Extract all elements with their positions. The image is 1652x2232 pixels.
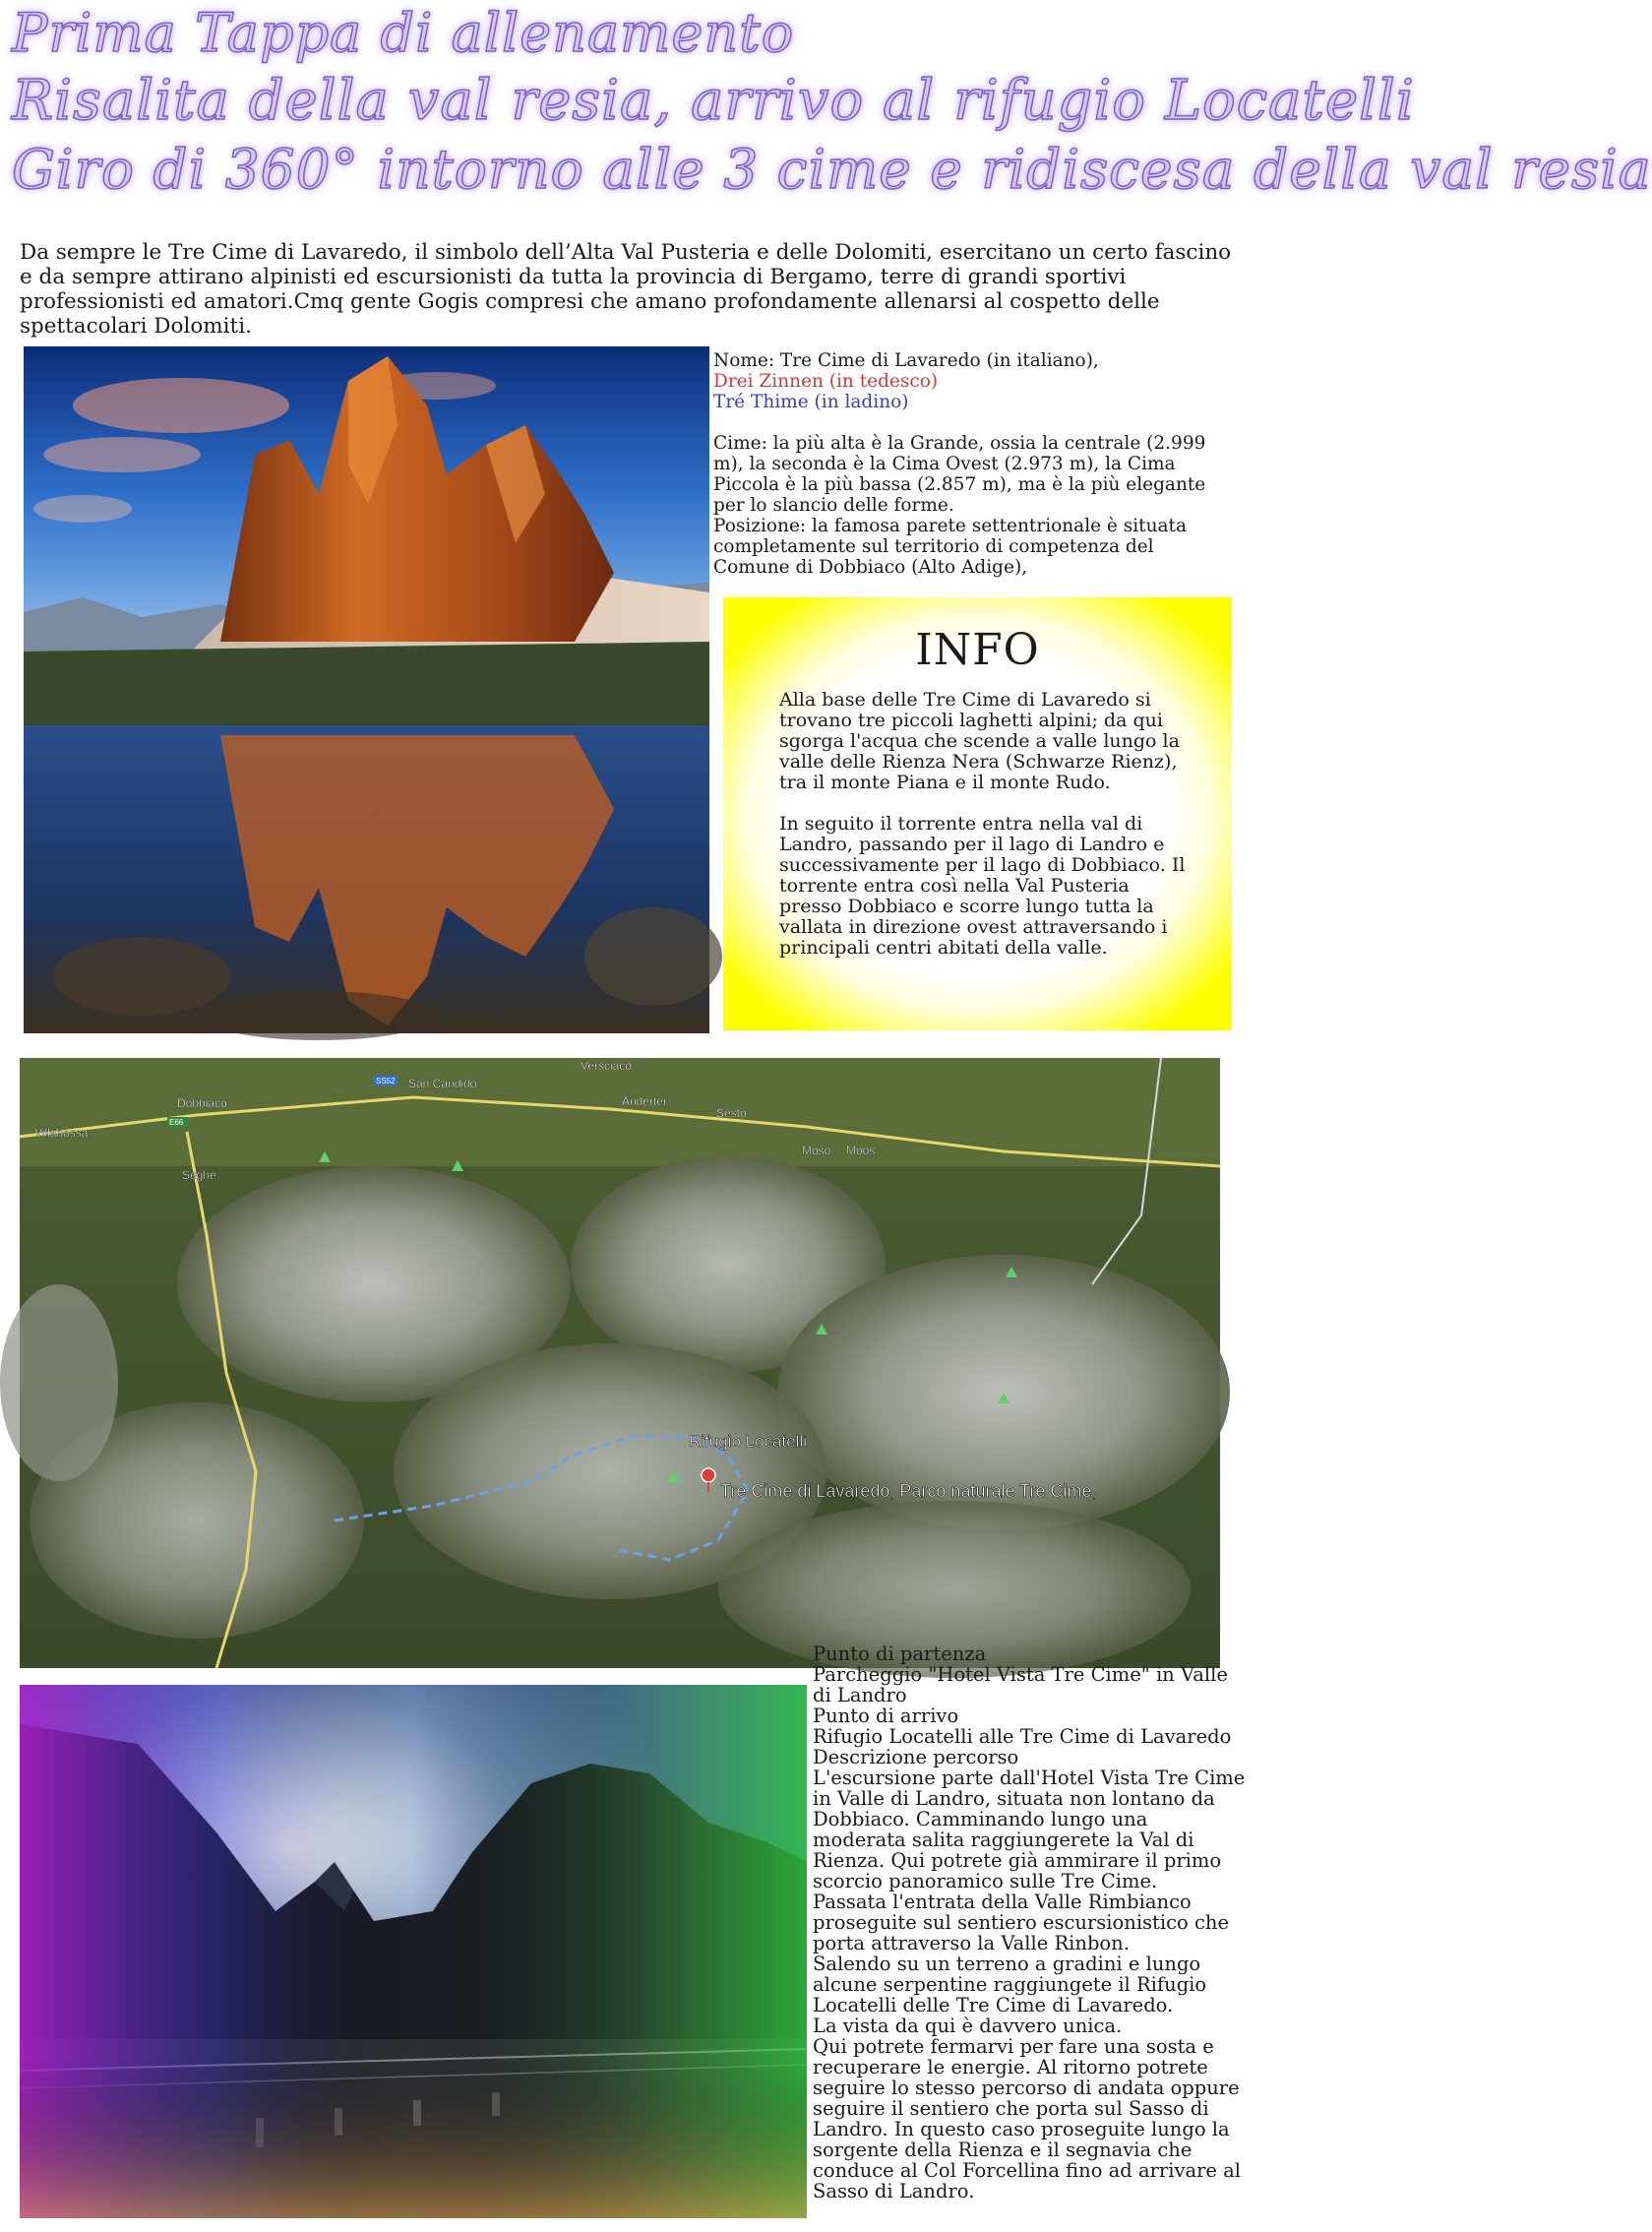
map-label-moso: Moso: [802, 1144, 831, 1157]
route-description: Punto di partenza Parcheggio "Hotel Vista Tre Cime" in Valle di Landro Punto di arrivo Rifugio Locatelli alle Tre Cime di Lavaredo Descrizione percorso L'escursione parte dall'Hotel Vista Tre Cime in Valle di Landro, situata non lontano da Dobbiaco. Camminando lungo una moderata salita raggiungerete la Val di Rienza. Qui potrete già ammirare il primo scorcio panoramico sulle Tre Cime. Passata l'entrata della Valle Rimbianco proseguite sul sentiero escursionistico che porta attraverso la Valle Rinbon. Salendo su un terreno a gradini e lungo alcune serpentine raggiungete il Rifugio Locatelli delle Tre Cime di Lavaredo. La vista da qui è davvero unica. Qui potrete fermarvi per fare una sosta e recuperare le energie. Al ritorno potrete seguire lo stesso percorso di andata oppure seguire il sentiero che porta sul Sasso di Landro. In questo caso proseguite lungo la sorgente della Rienza e il segnavia che conduce al Col Forcellina fino ad arrivare al Sasso di Landro.: [813, 1643, 1246, 2202]
map-label-dobbiaco: Dobbiaco: [177, 1096, 227, 1110]
tre-cime-lake-photo: [24, 346, 709, 1033]
map-label-sesto: Sesto: [716, 1106, 747, 1120]
name-ladin: Tré Thime (in ladino): [713, 392, 909, 412]
map-label-moos: Moos: [846, 1144, 876, 1157]
intro-paragraph: Da sempre le Tre Cime di Lavaredo, il simbolo dell’Alta Val Pusteria e delle Dolomiti, esercitano un certo fascino e da sempre attirano alpinisti ed escursionisti da tutta la provincia di Bergamo, terre di grandi sportivi professionisti ed amatori.Cmq gente Gogis compresi che amano profondamente allenarsi al cospetto delle spettacolari Dolomiti.: [20, 240, 1232, 339]
page-title-line-1: Prima Tappa di allenamento: [12, 2, 795, 64]
name-german: Drei Zinnen (in tedesco): [713, 371, 939, 392]
info-box: [723, 597, 1232, 1030]
valley-sunrise-photo: [20, 1685, 807, 2218]
road-shield-label: SS52: [376, 1077, 396, 1085]
facts-panel: [713, 350, 1235, 578]
satellite-map: [20, 1058, 1220, 1668]
map-label-anderter: Anderter: [622, 1094, 668, 1108]
map-label-marker: Tre Cime di Lavaredo, Parco naturale Tre Cime,: [720, 1481, 1097, 1501]
info-paragraph-1: Alla base delle Tre Cime di Lavaredo si trovano tre piccoli laghetti alpini; da qui sgorga l'acqua che scende a valle lungo la valle delle Rienza Nera (Schwarze Rienz), tra il monte Piana e il monte Rudo.: [779, 689, 1180, 793]
map-label-rifugio: Rifugio Locatelli: [689, 1432, 808, 1451]
name-italian: Nome: Tre Cime di Lavaredo (in italiano),: [713, 350, 1099, 371]
map-label-seghe: Seghe: [182, 1168, 216, 1182]
map-label-versciaco: Versciaco: [581, 1059, 633, 1073]
info-paragraph-2: In seguito il torrente entra nella val di Landro, passando per il lago di Landro e successivamente per il lago di Dobbiaco. Il torrente entra così nella Val Pusteria presso Dobbiaco e scorre lungo tutta la vallata in direzione ovest attraversando i principali centri abitati della valle.: [779, 813, 1186, 959]
road-shield-label-2: E66: [169, 1118, 184, 1127]
map-label-san-candido: San Candido: [408, 1077, 477, 1090]
position-description: Posizione: la famosa parete settentrionale è situata completamente sul territorio di competenza del Comune di Dobbiaco (Alto Adige),: [713, 516, 1188, 578]
peaks-description: Cime: la più alta è la Grande, ossia la centrale (2.999 m), la seconda è la Cima Ovest (2.973 m), la Cima Piccola è la più bassa (2.857 m), ma è la più elegante per lo slancio delle forme.: [713, 433, 1206, 516]
page-title-line-2: Risalita della val resia, arrivo al rifugio Locatelli: [12, 69, 1415, 133]
map-label-villabassa: Villabassa: [34, 1126, 89, 1140]
info-body: [779, 690, 1193, 959]
page-title-line-3: Giro di 360° intorno alle 3 cime e ridiscesa della val resia: [12, 138, 1652, 201]
info-heading: INFO: [915, 625, 1040, 675]
